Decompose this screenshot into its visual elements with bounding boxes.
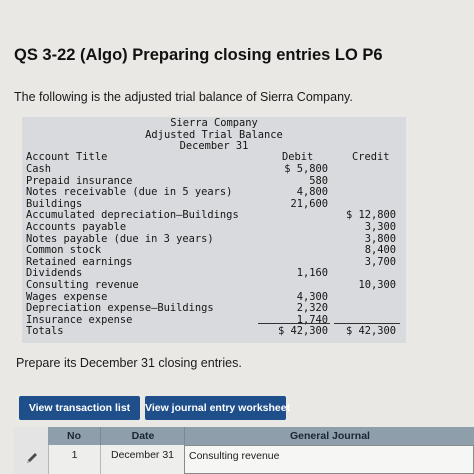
col-date: Date (100, 427, 185, 445)
trial-balance-row (26, 245, 406, 257)
intro-text: The following is the adjusted trial balance of Sierra Company. (14, 90, 353, 104)
account-title: Notes receivable (due in 5 years) (26, 186, 233, 199)
trial-balance-rows (26, 164, 406, 326)
account-title: Wages expense (26, 290, 108, 303)
credit-amount: 3,700 (364, 255, 396, 268)
credit-amount: 8,400 (364, 244, 396, 257)
col-account-title: Account Title (26, 151, 108, 163)
account-title: Accumulated depreciation—Buildings (26, 209, 239, 222)
company-name: Sierra Company (170, 117, 258, 129)
general-journal-table (14, 427, 474, 474)
account-title: Cash (26, 163, 52, 175)
totals-label: Totals (26, 325, 64, 337)
page-title: QS 3-22 (Algo) Preparing closing entries LO P6 (14, 46, 383, 64)
debit-amount: 1,160 (296, 267, 328, 280)
trial-balance-row (26, 280, 406, 292)
journal-row-no: 1 (48, 445, 100, 474)
col-no: No (48, 427, 100, 445)
account-title: Insurance expense (26, 313, 133, 326)
report-name: Adjusted Trial Balance (145, 128, 283, 141)
debit-amount: $ 5,800 (284, 163, 328, 175)
total-debit: $ 42,300 (277, 325, 328, 337)
account-title: Depreciation expense—Buildings (26, 302, 214, 315)
report-date: December 31 (179, 140, 249, 152)
credit-amount: $ 12,800 (345, 209, 396, 222)
credit-amount: 3,300 (364, 220, 396, 233)
trial-balance-row (26, 187, 406, 199)
debit-amount: 4,800 (296, 186, 328, 199)
credit-amount: 3,800 (364, 232, 396, 245)
account-title: Buildings (26, 197, 83, 210)
account-title: Accounts payable (26, 220, 127, 233)
debit-amount: 2,320 (296, 302, 328, 315)
trial-balance-row (26, 257, 406, 269)
view-transaction-list-button[interactable]: View transaction list (19, 396, 140, 420)
account-title: Dividends (26, 267, 83, 280)
total-credit: $ 42,300 (345, 325, 396, 337)
account-title: Notes payable (due in 3 years) (26, 232, 214, 245)
trial-balance-row (26, 222, 406, 234)
trial-balance-table (22, 117, 406, 343)
edit-row-button[interactable] (14, 445, 48, 474)
journal-row-account-input[interactable]: Consulting revenue (184, 445, 474, 474)
credit-amount: 10,300 (358, 278, 396, 291)
account-title: Common stock (26, 244, 102, 257)
account-title: Prepaid insurance (26, 174, 133, 187)
col-debit: Debit (282, 151, 314, 163)
trial-balance-heading (22, 118, 406, 153)
totals-row (26, 324, 406, 338)
col-general-journal: General Journal (184, 427, 474, 445)
instruction-text: Prepare its December 31 closing entries. (16, 356, 242, 370)
debit-amount: 580 (309, 174, 328, 187)
trial-balance-row (26, 303, 406, 315)
debit-amount: 4,300 (296, 290, 328, 303)
journal-row-date: December 31 (100, 445, 184, 474)
col-credit: Credit (352, 151, 390, 163)
account-title: Retained earnings (26, 255, 133, 268)
debit-amount: 1,740 (296, 313, 328, 326)
account-title: Consulting revenue (26, 278, 139, 291)
pencil-icon (24, 450, 40, 466)
debit-amount: 21,600 (290, 197, 328, 210)
view-journal-worksheet-button[interactable]: View journal entry worksheet (145, 396, 286, 420)
trial-balance-row (26, 164, 406, 176)
